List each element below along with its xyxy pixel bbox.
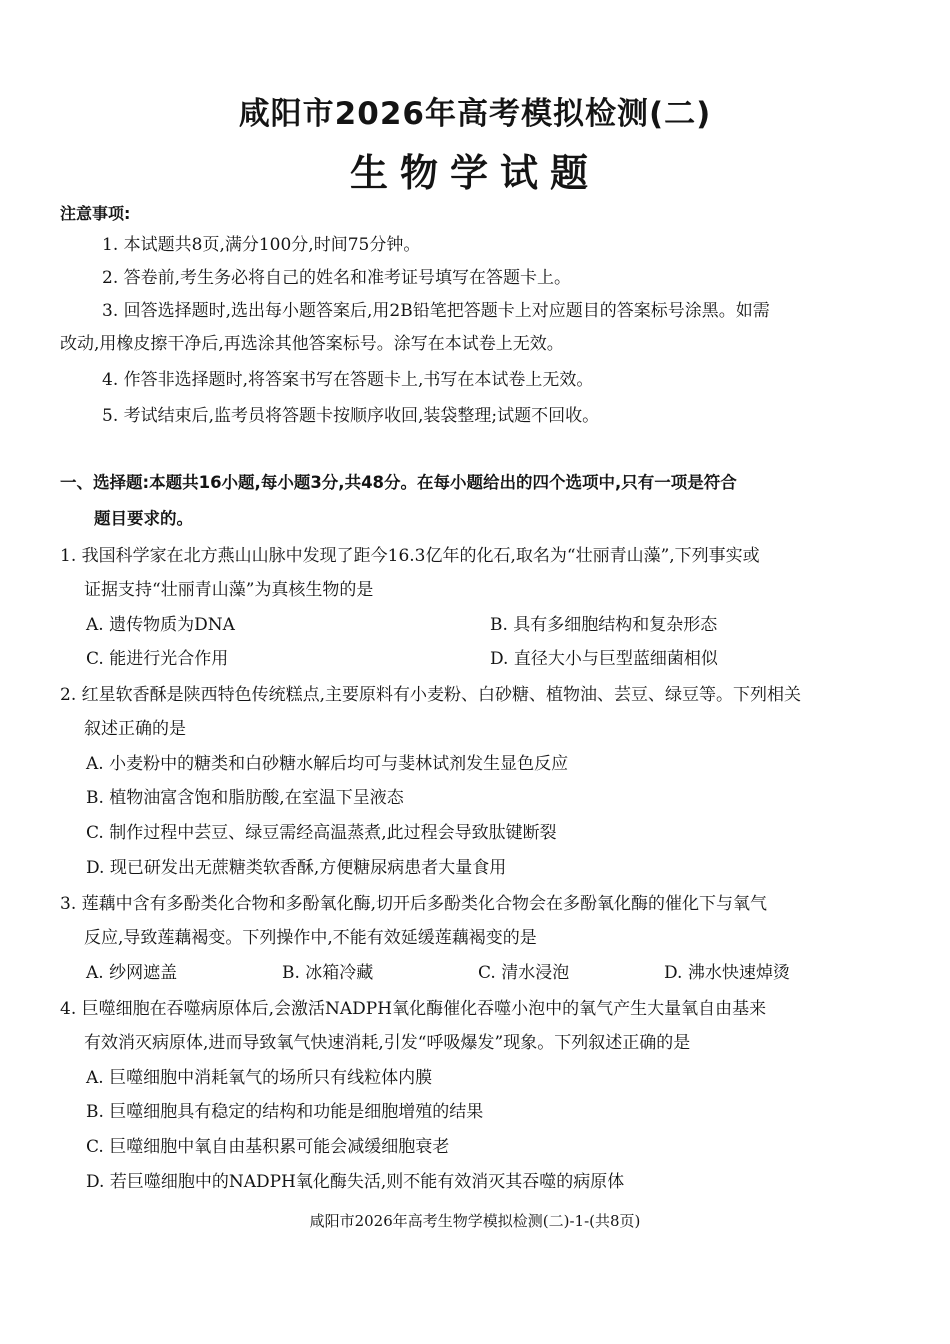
notice-item-5: 5. 考试结束后,监考员将答题卡按顺序收回,装袋整理;试题不回收。 xyxy=(102,406,600,426)
section-heading-cont: 题目要求的。 xyxy=(94,509,193,528)
notice-item-2: 2. 答卷前,考生务必将自己的姓名和准考证号填写在答题卡上。 xyxy=(102,268,572,288)
option-d: D. 直径大小与巨型蓝细菌相似 xyxy=(490,649,718,669)
notice-heading: 注意事项: xyxy=(60,204,131,223)
notice-item-3-cont: 改动,用橡皮擦干净后,再选涂其他答案标号。涂写在本试卷上无效。 xyxy=(60,334,564,354)
option-c: C. 巨噬细胞中氧自由基积累可能会减缓细胞衰老 xyxy=(86,1137,450,1157)
option-a: A. 巨噬细胞中消耗氧气的场所只有线粒体内膜 xyxy=(86,1068,433,1088)
option-d: D. 若巨噬细胞中的NADPH氧化酶失活,则不能有效消灭其吞噬的病原体 xyxy=(86,1172,625,1192)
question-stem-cont: 有效消灭病原体,进而导致氧气快速消耗,引发“呼吸爆发”现象。下列叙述正确的是 xyxy=(84,1033,691,1053)
option-c: C. 清水浸泡 xyxy=(478,963,570,983)
option-b: B. 植物油富含饱和脂肪酸,在室温下呈液态 xyxy=(86,788,404,808)
notice-item-3: 3. 回答选择题时,选出每小题答案后,用2B铅笔把答题卡上对应题目的答案标号涂黑。如需 xyxy=(102,301,770,321)
subject-title: 生物学试题 xyxy=(349,151,600,195)
notice-item-4: 4. 作答非选择题时,将答案书写在答题卡上,书写在本试卷上无效。 xyxy=(102,370,594,390)
option-c: C. 制作过程中芸豆、绿豆需经高温蒸煮,此过程会导致肽键断裂 xyxy=(86,823,557,843)
option-d: D. 沸水快速焯烫 xyxy=(664,963,790,983)
question-stem: 4. 巨噬细胞在吞噬病原体后,会激活NADPH氧化酶催化吞噬小泡中的氧气产生大量氧自由基来 xyxy=(60,999,767,1019)
option-c: C. 能进行光合作用 xyxy=(86,649,229,669)
question-stem-cont: 反应,导致莲藕褐变。下列操作中,不能有效延缓莲藕褐变的是 xyxy=(84,928,537,948)
question-stem-cont: 证据支持“壮丽青山藻”为真核生物的是 xyxy=(84,580,374,600)
question-stem: 1. 我国科学家在北方燕山山脉中发现了距今16.3亿年的化石,取名为“壮丽青山藻”,下列事实或 xyxy=(60,546,760,566)
option-d: D. 现已研发出无蔗糖类软香酥,方便糖尿病患者大量食用 xyxy=(86,858,507,878)
option-a: A. 小麦粉中的糖类和白砂糖水解后均可与斐林试剂发生显色反应 xyxy=(86,754,569,774)
question-stem: 3. 莲藕中含有多酚类化合物和多酚氧化酶,切开后多酚类化合物会在多酚氧化酶的催化下与氧气 xyxy=(60,894,768,914)
option-a: A. 纱网遮盖 xyxy=(86,963,178,983)
option-b: B. 具有多细胞结构和复杂形态 xyxy=(490,615,718,635)
option-b: B. 冰箱冷藏 xyxy=(282,963,374,983)
exam-title: 咸阳市2026年高考模拟检测(二) xyxy=(238,96,712,132)
option-b: B. 巨噬细胞具有稳定的结构和功能是细胞增殖的结果 xyxy=(86,1102,484,1122)
option-a: A. 遗传物质为DNA xyxy=(86,615,235,635)
section-heading: 一、选择题:本题共16小题,每小题3分,共48分。在每小题给出的四个选项中,只有一项是符合 xyxy=(60,473,737,492)
notice-item-1: 1. 本试题共8页,满分100分,时间75分钟。 xyxy=(102,235,421,255)
page-footer: 咸阳市2026年高考生物学模拟检测(二)-1-(共8页) xyxy=(309,1212,641,1230)
question-stem-cont: 叙述正确的是 xyxy=(84,719,186,739)
question-stem: 2. 红星软香酥是陕西特色传统糕点,主要原料有小麦粉、白砂糖、植物油、芸豆、绿豆等。下列相关 xyxy=(60,685,802,705)
